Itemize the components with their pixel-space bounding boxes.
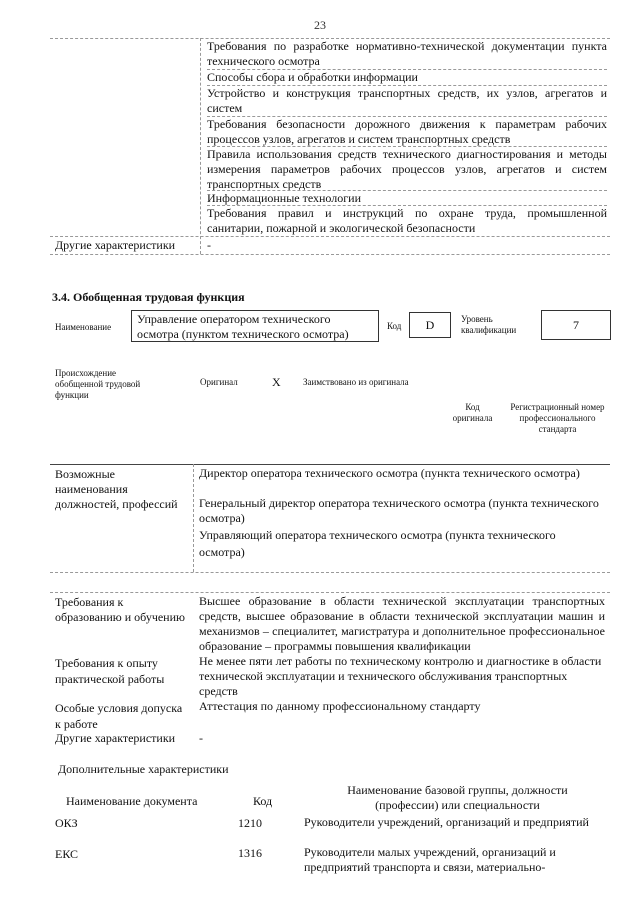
code-box (409, 312, 451, 338)
origin-mark: X (272, 375, 281, 389)
row-code: 1210 (238, 816, 262, 830)
origin-reg-caption: Регистрационный номер профессионального стандарта (510, 402, 605, 434)
education-label: Требования к образованию и обучению (55, 595, 185, 624)
education-value: Высшее образование в области технической эксплуатации транспортных средств, высшее образование в области технической эксплуатации машин и механизмов – специалитет, магистратура и дополнительное профессиональное образование – программы повышения квалификации (199, 594, 605, 653)
special-label: Особые условия допуска к работе (55, 701, 183, 731)
row-code: 1316 (238, 846, 262, 860)
col-doc-header: Наименование документа (66, 794, 198, 808)
requirement-item: Правила использования средств технического диагностирования и методы измерения параметров рабочих процессов узлов, агрегатов и систем транспортных средств (207, 147, 607, 191)
experience-value: Не менее пяти лет работы по техническому контролю и диагностике в области технической эксплуатации и технического обслуживания транспортных средств (199, 654, 602, 698)
code-value: D (425, 318, 435, 332)
level-box (541, 310, 611, 340)
origin-label: Происхождение обобщенной трудовой функции (55, 368, 141, 400)
section-title: 3.4. Обобщенная трудовая функция (52, 290, 245, 304)
requirement-item: Требования правил и инструкций по охране труда, промышленной санитарии, пожарной и экологической безопасности (207, 206, 607, 235)
name-label: Наименование (55, 322, 112, 332)
other-characteristics-value: - (199, 731, 203, 745)
row-doc: ЕКС (55, 847, 79, 861)
special-value: Аттестация по данному профессиональному стандарту (199, 699, 481, 713)
position-item: Директор оператора технического осмотра (пункта технического осмотра) (199, 466, 580, 480)
positions-label: Возможные наименования должностей, профессий (55, 467, 178, 511)
col-code-header: Код (253, 794, 273, 808)
position-item: Генеральный директор оператора технического осмотра (пункта технического осмотра) (199, 496, 599, 525)
requirement-item: Требования безопасности дорожного движения к параметрам рабочих процессов узлов, агрегатов и систем транспортных средств (207, 117, 607, 146)
row-name: Руководители малых учреждений, организаций и предприятий транспорта и связи, материально- (304, 845, 556, 874)
other-characteristics-label: Другие характеристики (55, 238, 176, 252)
col-name-header: Наименование базовой группы, должности (профессии) или специальности (347, 783, 568, 812)
other-characteristics-label: Другие характеристики (55, 731, 176, 745)
requirement-item: Устройство и конструкция транспортных средств, их узлов, агрегатов и систем (207, 86, 607, 115)
position-item: Управляющий оператора технического осмотра (пункта технического осмотра) (199, 528, 556, 559)
origin-original: Оригинал (200, 377, 238, 387)
requirement-item: Требования по разработке нормативно-технической документации пункта технического осмотра (207, 39, 607, 68)
other-characteristics-value: - (207, 238, 211, 252)
name-box (131, 310, 379, 342)
row-doc: ОКЗ (55, 816, 78, 830)
origin-borrowed: Заимствовано из оригинала (303, 377, 409, 387)
code-label: Код (387, 321, 402, 331)
experience-label: Требования к опыту практической работы (55, 656, 165, 686)
level-label: Уровень квалификации (461, 314, 517, 335)
requirement-item: Способы сбора и обработки информации (207, 70, 418, 84)
page-number: 23 (314, 18, 326, 32)
requirement-item: Информационные технологии (207, 191, 362, 205)
additional-title: Дополнительные характеристики (58, 762, 229, 776)
level-value: 7 (573, 318, 579, 332)
name-value: Управление оператором технического осмотра (пунктом технического осмотра) (137, 312, 349, 341)
row-name: Руководители учреждений, организаций и предприятий (304, 815, 589, 829)
origin-code-caption: Код оригинала (452, 402, 493, 423)
